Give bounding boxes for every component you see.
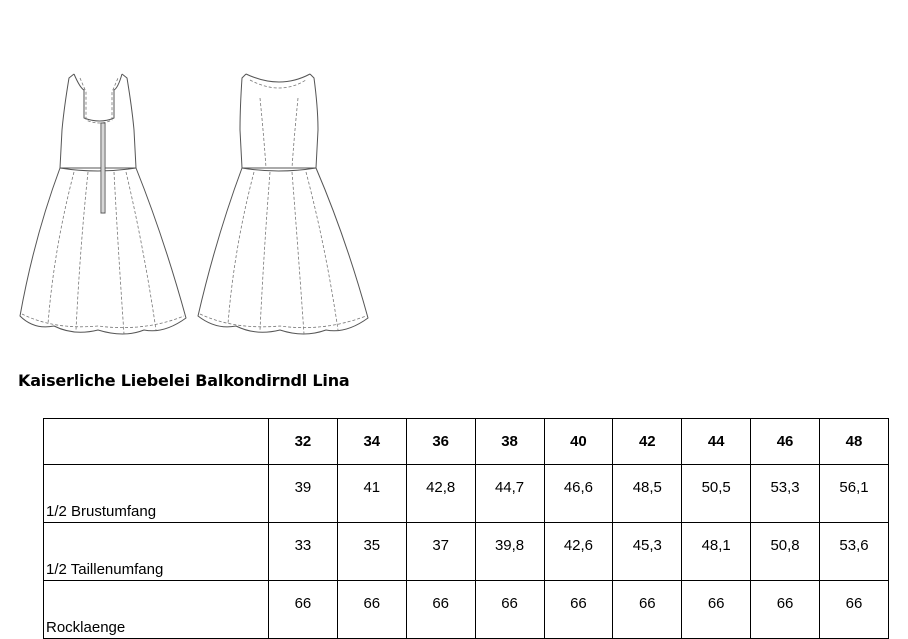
table-cell: 66 bbox=[751, 581, 820, 639]
table-cell: 37 bbox=[406, 523, 475, 581]
table-cell: 66 bbox=[269, 581, 338, 639]
size-chart-table bbox=[43, 418, 889, 639]
table-cell: 50,8 bbox=[751, 523, 820, 581]
table-cell: 45,3 bbox=[613, 523, 682, 581]
size-header-cell: 48 bbox=[820, 419, 889, 465]
size-header-cell: 46 bbox=[751, 419, 820, 465]
table-cell: 53,3 bbox=[751, 465, 820, 523]
table-cell: 56,1 bbox=[820, 465, 889, 523]
dress-back-sketch-icon bbox=[194, 68, 374, 340]
size-header-cell: 44 bbox=[682, 419, 751, 465]
table-cell: 66 bbox=[475, 581, 544, 639]
table-cell: 50,5 bbox=[682, 465, 751, 523]
size-header-cell: 34 bbox=[337, 419, 406, 465]
size-header-cell: 36 bbox=[406, 419, 475, 465]
table-cell: 66 bbox=[337, 581, 406, 639]
table-cell: 41 bbox=[337, 465, 406, 523]
table-cell: 46,6 bbox=[544, 465, 613, 523]
size-header-cell: 40 bbox=[544, 419, 613, 465]
table-cell: 66 bbox=[820, 581, 889, 639]
table-cell: 33 bbox=[269, 523, 338, 581]
table-cell: 48,1 bbox=[682, 523, 751, 581]
row-label-brustumfang: 1/2 Brustumfang bbox=[44, 465, 269, 523]
table-cell: 66 bbox=[406, 581, 475, 639]
size-header-cell: 42 bbox=[613, 419, 682, 465]
row-label-rocklaenge: Rocklaenge bbox=[44, 581, 269, 639]
table-cell: 35 bbox=[337, 523, 406, 581]
document-title: Kaiserliche Liebelei Balkondirndl Lina bbox=[18, 371, 350, 390]
table-header-row bbox=[44, 419, 889, 465]
table-cell: 42,6 bbox=[544, 523, 613, 581]
table-cell: 48,5 bbox=[613, 465, 682, 523]
table-row bbox=[44, 465, 889, 523]
table-corner-cell bbox=[44, 419, 269, 465]
table-cell: 39,8 bbox=[475, 523, 544, 581]
dress-front-sketch-icon bbox=[14, 68, 194, 340]
table-cell: 42,8 bbox=[406, 465, 475, 523]
table-row bbox=[44, 581, 889, 639]
table-cell: 66 bbox=[613, 581, 682, 639]
table-cell: 53,6 bbox=[820, 523, 889, 581]
size-header-cell: 32 bbox=[269, 419, 338, 465]
table-cell: 66 bbox=[682, 581, 751, 639]
size-header-cell: 38 bbox=[475, 419, 544, 465]
table-row bbox=[44, 523, 889, 581]
row-label-taillenumfang: 1/2 Taillenumfang bbox=[44, 523, 269, 581]
table-cell: 44,7 bbox=[475, 465, 544, 523]
table-cell: 66 bbox=[544, 581, 613, 639]
table-cell: 39 bbox=[269, 465, 338, 523]
